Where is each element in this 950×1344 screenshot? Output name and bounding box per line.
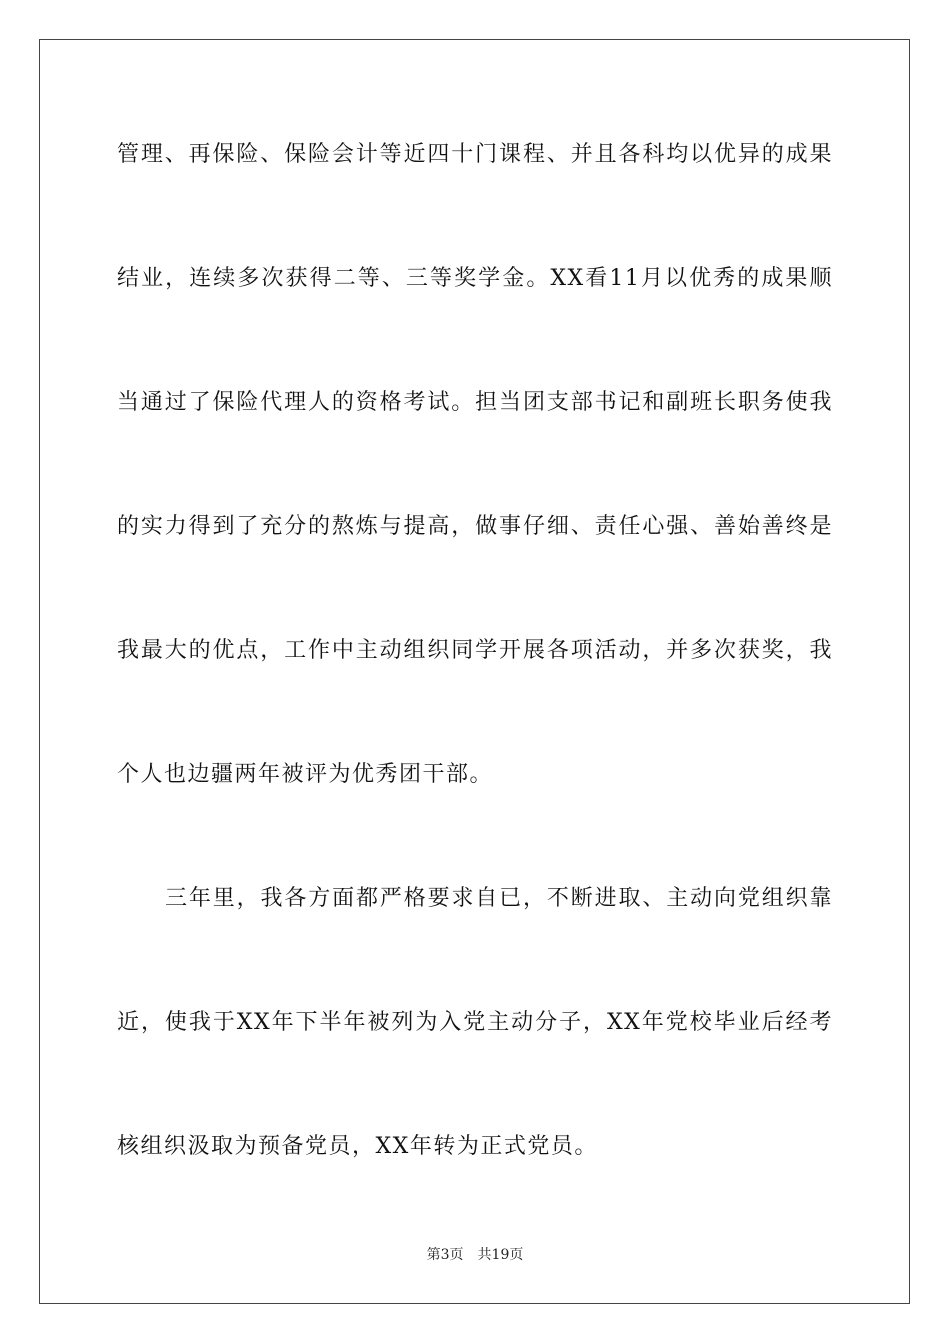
body-text-line: 近，使我于XX年下半年被列为入党主动分子，XX年党校毕业后经考 (117, 1010, 833, 1035)
paragraph-first-line: 三年里，我各方面都严格要求自已，不断进取、主动向党组织靠 (165, 886, 833, 911)
page-frame (39, 39, 910, 1304)
body-text-line: 结业，连续多次获得二等、三等奖学金。XX看11月以优秀的成果顺 (117, 266, 833, 291)
page-number: 第3页 (426, 1247, 464, 1263)
body-text-line: 的实力得到了充分的熬炼与提高，做事仔细、责任心强、善始善终是 (117, 514, 833, 539)
body-text-line: 管理、再保险、保险会计等近四十门课程、并且各科均以优异的成果 (117, 142, 833, 167)
page-total: 共19页 (477, 1247, 524, 1263)
body-text-line: 个人也边疆两年被评为优秀团干部。 (117, 762, 494, 787)
body-text-line: 当通过了保险代理人的资格考试。担当团支部书记和副班长职务使我 (117, 390, 833, 415)
body-text-line: 我最大的优点，工作中主动组织同学开展各项活动，并多次获奖，我 (117, 638, 833, 663)
body-text-line: 核组织汲取为预备党员，XX年转为正式党员。 (117, 1134, 598, 1159)
page-footer (0, 1246, 950, 1264)
